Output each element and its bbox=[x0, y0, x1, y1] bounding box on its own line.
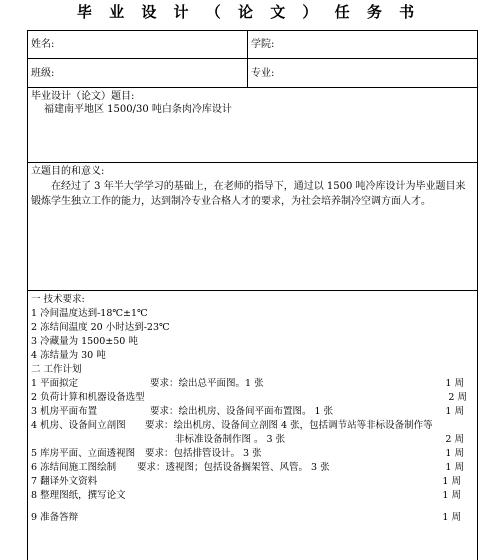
topic-heading: 毕业设计（论文）题目: bbox=[31, 91, 135, 102]
work-task: 8 整理图纸，撰写论文 bbox=[31, 490, 126, 501]
work-duration: 2 周 bbox=[448, 392, 467, 403]
work-desc: 要求：透视图；包括设备搁架管、风管。 3 张 bbox=[137, 462, 330, 473]
work-desc: 要求：包括排管设计。 3 张 bbox=[145, 448, 262, 459]
work-duration: 1 周 bbox=[442, 512, 461, 523]
purpose-heading: 立题目的和意义: bbox=[31, 166, 105, 177]
work-task: 6 冻结间施工图绘制 bbox=[31, 462, 117, 473]
row-divider bbox=[27, 162, 477, 163]
work-duration: 1 周 bbox=[442, 490, 461, 501]
name-label: 姓名: bbox=[31, 39, 55, 50]
work-task: 4 机房、设备间立剖图 bbox=[31, 420, 126, 431]
tech-item: 2 冻结间温度 20 小时达到-23℃ bbox=[31, 322, 170, 333]
work-task: 2 负荷计算和机器设备选型 bbox=[31, 392, 145, 403]
purpose-text: 在经过了 3 年半大学学习的基础上，在老师的指导下，通过以 1500 吨冷库设计为毕业题目来锻炼学生独立工作的能力，达到制冷专业合格人才的要求，为社会培养制冷空调方面人才。 bbox=[31, 181, 466, 207]
major-label: 专业: bbox=[251, 68, 275, 79]
work-duration: 1 周 bbox=[445, 378, 464, 389]
work-task: 9 准备答辩 bbox=[31, 512, 79, 523]
work-duration: 1 周 bbox=[445, 462, 464, 473]
college-label: 学院: bbox=[251, 39, 275, 50]
tech-item: 1 冷间温度达到-18℃±1℃ bbox=[31, 308, 148, 319]
work-task: 7 翻译外文资料 bbox=[31, 476, 98, 487]
work-duration: 1 周 bbox=[442, 476, 461, 487]
tech-item: 3 冷藏量为 1500±50 吨 bbox=[31, 336, 138, 347]
row-divider bbox=[27, 87, 477, 88]
tech-heading: 一 技术要求: bbox=[31, 294, 85, 305]
work-task: 1 平面拟定 bbox=[31, 378, 79, 389]
work-duration: 2 周 bbox=[445, 434, 464, 445]
work-task: 3 机房平面布置 bbox=[31, 406, 98, 417]
column-divider bbox=[247, 30, 248, 88]
work-duration: 1 周 bbox=[445, 406, 464, 417]
work-duration: 1 周 bbox=[445, 448, 464, 459]
topic-text: 福建南平地区 1500/30 吨白条肉冷库设计 bbox=[44, 104, 232, 115]
work-desc: 要求：绘出机房、设备间平面布置图。 1 张 bbox=[150, 406, 334, 417]
row-divider bbox=[27, 58, 477, 59]
work-desc-continued: 非标准设备制作图 。 3 张 bbox=[175, 434, 286, 445]
class-label: 班级: bbox=[31, 68, 55, 79]
work-desc: 要求：绘出总平面图。1 张 bbox=[150, 378, 264, 389]
work-desc: 要求：绘出机房、设备间立剖图 4 张，包括调节站等非标设备制作等 bbox=[145, 420, 433, 431]
row-divider bbox=[27, 290, 477, 291]
work-task: 5 库房平面、立面透视图 bbox=[31, 448, 136, 459]
work-heading: 二 工作计划 bbox=[31, 364, 82, 375]
tech-item: 4 冻结量为 30 吨 bbox=[31, 350, 106, 361]
document-title: 毕 业 设 计 （ 论 文 ） 任 务 书 bbox=[76, 3, 421, 21]
